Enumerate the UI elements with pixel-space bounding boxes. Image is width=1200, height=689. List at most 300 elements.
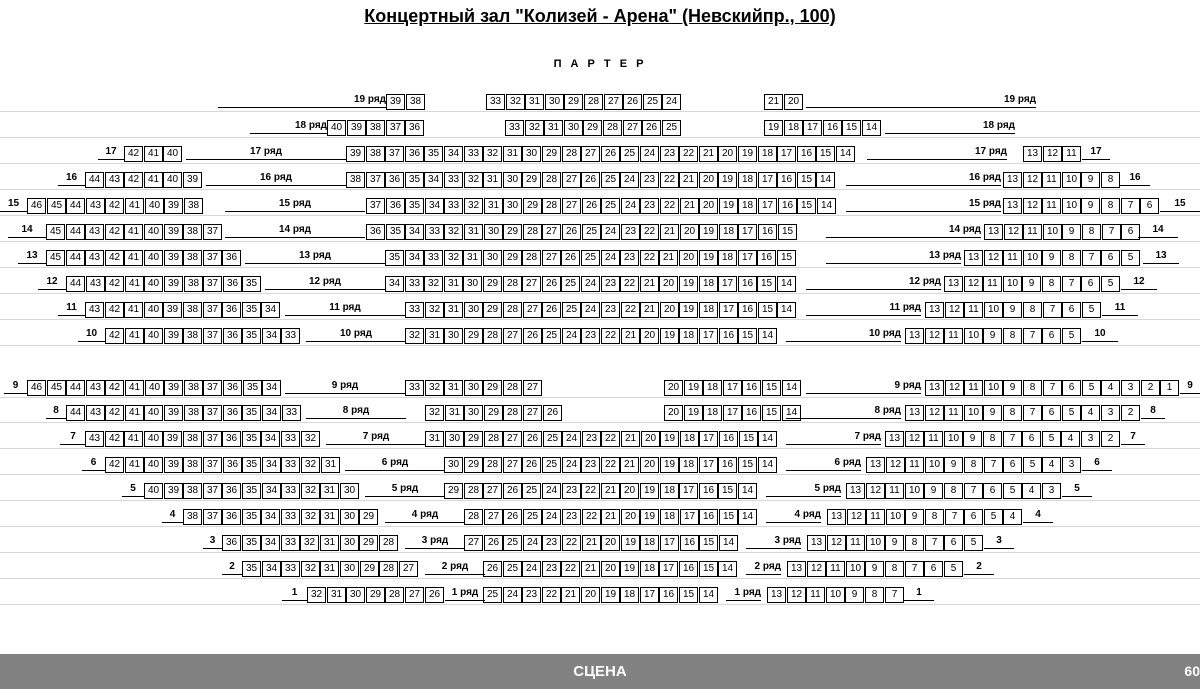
seat-row16-38[interactable]: 38: [346, 172, 365, 188]
seat-row17-34[interactable]: 34: [444, 146, 463, 162]
seat-row5-3[interactable]: 3: [1042, 483, 1061, 499]
seat-row1-29[interactable]: 29: [366, 587, 385, 603]
seat-row16-11[interactable]: 11: [1042, 172, 1061, 188]
seat-row8-8[interactable]: 8: [1003, 405, 1022, 421]
seat-row10-27[interactable]: 27: [503, 328, 522, 344]
seat-row14-23[interactable]: 23: [621, 224, 640, 240]
seat-row7-2[interactable]: 2: [1101, 431, 1120, 447]
seat-row8-10[interactable]: 10: [964, 405, 983, 421]
seat-row8-41[interactable]: 41: [125, 405, 144, 421]
seat-row14-20[interactable]: 20: [680, 224, 699, 240]
seat-row12-38[interactable]: 38: [184, 276, 203, 292]
seat-row8-6[interactable]: 6: [1042, 405, 1061, 421]
seat-row9-36[interactable]: 36: [223, 380, 242, 396]
seat-row19-21[interactable]: 21: [764, 94, 783, 110]
seat-row17-40[interactable]: 40: [163, 146, 182, 162]
seat-row7-18[interactable]: 18: [680, 431, 699, 447]
seat-row4-8[interactable]: 8: [925, 509, 944, 525]
seat-row5-11[interactable]: 11: [885, 483, 904, 499]
seat-row11-18[interactable]: 18: [699, 302, 718, 318]
seat-row15-12[interactable]: 12: [1023, 198, 1042, 214]
seat-row5-6[interactable]: 6: [983, 483, 1002, 499]
seat-row9-13[interactable]: 13: [925, 380, 944, 396]
seat-row5-23[interactable]: 23: [562, 483, 581, 499]
seat-row15-22[interactable]: 22: [660, 198, 679, 214]
seat-row6-37[interactable]: 37: [203, 457, 222, 473]
seat-row17-41[interactable]: 41: [144, 146, 163, 162]
seat-row9-17[interactable]: 17: [723, 380, 742, 396]
seat-row12-33[interactable]: 33: [405, 276, 424, 292]
seat-row13-43[interactable]: 43: [85, 250, 104, 266]
seat-row5-14[interactable]: 14: [738, 483, 757, 499]
seat-row14-36[interactable]: 36: [366, 224, 385, 240]
seat-row7-25[interactable]: 25: [543, 431, 562, 447]
seat-row16-27[interactable]: 27: [562, 172, 581, 188]
seat-row6-10[interactable]: 10: [925, 457, 944, 473]
seat-row10-8[interactable]: 8: [1003, 328, 1022, 344]
seat-row7-5[interactable]: 5: [1042, 431, 1061, 447]
seat-row14-28[interactable]: 28: [523, 224, 542, 240]
seat-row8-34[interactable]: 34: [262, 405, 281, 421]
seat-row17-37[interactable]: 37: [385, 146, 404, 162]
seat-row3-14[interactable]: 14: [719, 535, 738, 551]
seat-row15-39[interactable]: 39: [164, 198, 183, 214]
seat-row18-39[interactable]: 39: [347, 120, 366, 136]
seat-row12-21[interactable]: 21: [640, 276, 659, 292]
seat-row11-10[interactable]: 10: [984, 302, 1003, 318]
seat-row6-27[interactable]: 27: [503, 457, 522, 473]
seat-row7-17[interactable]: 17: [699, 431, 718, 447]
seat-row19-20[interactable]: 20: [784, 94, 803, 110]
seat-row14-12[interactable]: 12: [1004, 224, 1023, 240]
seat-row16-9[interactable]: 9: [1081, 172, 1100, 188]
seat-row9-1[interactable]: 1: [1160, 380, 1179, 396]
seat-row6-38[interactable]: 38: [183, 457, 202, 473]
seat-row16-14[interactable]: 14: [816, 172, 835, 188]
seat-row11-40[interactable]: 40: [144, 302, 163, 318]
seat-row15-29[interactable]: 29: [523, 198, 542, 214]
seat-row18-30[interactable]: 30: [564, 120, 583, 136]
seat-row2-18[interactable]: 18: [640, 561, 659, 577]
seat-row5-21[interactable]: 21: [601, 483, 620, 499]
seat-row9-42[interactable]: 42: [105, 380, 124, 396]
seat-row3-33[interactable]: 33: [281, 535, 300, 551]
seat-row10-32[interactable]: 32: [405, 328, 424, 344]
seat-row7-28[interactable]: 28: [484, 431, 503, 447]
seat-row6-42[interactable]: 42: [105, 457, 124, 473]
seat-row10-31[interactable]: 31: [425, 328, 444, 344]
seat-row12-27[interactable]: 27: [522, 276, 541, 292]
seat-row12-6[interactable]: 6: [1081, 276, 1100, 292]
seat-row13-15[interactable]: 15: [777, 250, 796, 266]
seat-row2-10[interactable]: 10: [846, 561, 865, 577]
seat-row10-11[interactable]: 11: [944, 328, 963, 344]
seat-row15-41[interactable]: 41: [125, 198, 144, 214]
seat-row15-17[interactable]: 17: [758, 198, 777, 214]
seat-row13-35[interactable]: 35: [385, 250, 404, 266]
seat-row10-17[interactable]: 17: [699, 328, 718, 344]
seat-row5-8[interactable]: 8: [944, 483, 963, 499]
seat-row10-39[interactable]: 39: [164, 328, 183, 344]
seat-row3-23[interactable]: 23: [542, 535, 561, 551]
seat-row11-8[interactable]: 8: [1023, 302, 1042, 318]
seat-row12-25[interactable]: 25: [561, 276, 580, 292]
seat-row11-26[interactable]: 26: [542, 302, 561, 318]
seat-row6-31[interactable]: 31: [321, 457, 340, 473]
seat-row4-19[interactable]: 19: [640, 509, 659, 525]
seat-row5-33[interactable]: 33: [281, 483, 300, 499]
seat-row3-21[interactable]: 21: [582, 535, 601, 551]
seat-row9-30[interactable]: 30: [464, 380, 483, 396]
seat-row3-29[interactable]: 29: [359, 535, 378, 551]
seat-row7-42[interactable]: 42: [105, 431, 124, 447]
seat-row15-25[interactable]: 25: [601, 198, 620, 214]
seat-row12-28[interactable]: 28: [503, 276, 522, 292]
seat-row9-5[interactable]: 5: [1082, 380, 1101, 396]
seat-row16-19[interactable]: 19: [718, 172, 737, 188]
seat-row15-13[interactable]: 13: [1003, 198, 1022, 214]
seat-row14-41[interactable]: 41: [124, 224, 143, 240]
seat-row7-10[interactable]: 10: [944, 431, 963, 447]
seat-row10-35[interactable]: 35: [242, 328, 261, 344]
seat-row13-26[interactable]: 26: [561, 250, 580, 266]
seat-row16-33[interactable]: 33: [444, 172, 463, 188]
seat-row8-3[interactable]: 3: [1101, 405, 1120, 421]
seat-row3-27[interactable]: 27: [464, 535, 483, 551]
seat-row17-42[interactable]: 42: [124, 146, 143, 162]
seat-row17-30[interactable]: 30: [522, 146, 541, 162]
seat-row4-32[interactable]: 32: [301, 509, 320, 525]
seat-row3-16[interactable]: 16: [680, 535, 699, 551]
seat-row5-17[interactable]: 17: [679, 483, 698, 499]
seat-row4-21[interactable]: 21: [601, 509, 620, 525]
seat-row16-31[interactable]: 31: [483, 172, 502, 188]
seat-row16-30[interactable]: 30: [503, 172, 522, 188]
seat-row13-18[interactable]: 18: [718, 250, 737, 266]
seat-row8-28[interactable]: 28: [503, 405, 522, 421]
seat-row3-24[interactable]: 24: [523, 535, 542, 551]
seat-row9-7[interactable]: 7: [1043, 380, 1062, 396]
seat-row18-18[interactable]: 18: [784, 120, 803, 136]
seat-row3-28[interactable]: 28: [379, 535, 398, 551]
seat-row13-22[interactable]: 22: [640, 250, 659, 266]
seat-row19-32[interactable]: 32: [506, 94, 525, 110]
seat-row11-27[interactable]: 27: [523, 302, 542, 318]
seat-row14-26[interactable]: 26: [562, 224, 581, 240]
seat-row11-42[interactable]: 42: [105, 302, 124, 318]
seat-row19-26[interactable]: 26: [623, 94, 642, 110]
seat-row6-7[interactable]: 7: [984, 457, 1003, 473]
seat-row10-25[interactable]: 25: [542, 328, 561, 344]
seat-row8-35[interactable]: 35: [242, 405, 261, 421]
seat-row4-26[interactable]: 26: [503, 509, 522, 525]
seat-row8-18[interactable]: 18: [703, 405, 722, 421]
seat-row2-25[interactable]: 25: [503, 561, 522, 577]
seat-row9-29[interactable]: 29: [483, 380, 502, 396]
seat-row12-40[interactable]: 40: [144, 276, 163, 292]
seat-row17-27[interactable]: 27: [581, 146, 600, 162]
seat-row13-27[interactable]: 27: [542, 250, 561, 266]
seat-row9-27[interactable]: 27: [523, 380, 542, 396]
seat-row14-34[interactable]: 34: [405, 224, 424, 240]
seat-row10-36[interactable]: 36: [223, 328, 242, 344]
seat-row5-12[interactable]: 12: [866, 483, 885, 499]
seat-row2-26[interactable]: 26: [483, 561, 502, 577]
seat-row11-6[interactable]: 6: [1062, 302, 1081, 318]
seat-row15-28[interactable]: 28: [542, 198, 561, 214]
seat-row17-36[interactable]: 36: [405, 146, 424, 162]
seat-row14-27[interactable]: 27: [542, 224, 561, 240]
seat-row8-20[interactable]: 20: [664, 405, 683, 421]
seat-row11-13[interactable]: 13: [925, 302, 944, 318]
seat-row4-37[interactable]: 37: [203, 509, 222, 525]
seat-row8-33[interactable]: 33: [282, 405, 301, 421]
seat-row15-9[interactable]: 9: [1081, 198, 1100, 214]
seat-row6-32[interactable]: 32: [301, 457, 320, 473]
seat-row11-21[interactable]: 21: [640, 302, 659, 318]
seat-row11-11[interactable]: 11: [964, 302, 983, 318]
seat-row12-7[interactable]: 7: [1062, 276, 1081, 292]
seat-row8-30[interactable]: 30: [464, 405, 483, 421]
seat-row16-10[interactable]: 10: [1062, 172, 1081, 188]
seat-row13-11[interactable]: 11: [1003, 250, 1022, 266]
seat-row2-34[interactable]: 34: [262, 561, 281, 577]
seat-row4-6[interactable]: 6: [964, 509, 983, 525]
seat-row1-21[interactable]: 21: [561, 587, 580, 603]
seat-row4-14[interactable]: 14: [738, 509, 757, 525]
seat-row10-13[interactable]: 13: [905, 328, 924, 344]
seat-row4-34[interactable]: 34: [261, 509, 280, 525]
seat-row13-39[interactable]: 39: [164, 250, 183, 266]
seat-row7-29[interactable]: 29: [464, 431, 483, 447]
seat-row3-20[interactable]: 20: [601, 535, 620, 551]
seat-row5-10[interactable]: 10: [905, 483, 924, 499]
seat-row9-45[interactable]: 45: [47, 380, 66, 396]
seat-row14-15[interactable]: 15: [778, 224, 797, 240]
seat-row6-4[interactable]: 4: [1042, 457, 1061, 473]
seat-row14-11[interactable]: 11: [1023, 224, 1042, 240]
seat-row18-33[interactable]: 33: [505, 120, 524, 136]
seat-row5-24[interactable]: 24: [542, 483, 561, 499]
seat-row13-9[interactable]: 9: [1042, 250, 1061, 266]
seat-row11-39[interactable]: 39: [163, 302, 182, 318]
seat-row13-41[interactable]: 41: [124, 250, 143, 266]
seat-row14-25[interactable]: 25: [582, 224, 601, 240]
seat-row4-36[interactable]: 36: [222, 509, 241, 525]
seat-row12-41[interactable]: 41: [125, 276, 144, 292]
seat-row9-20[interactable]: 20: [664, 380, 683, 396]
seat-row17-15[interactable]: 15: [816, 146, 835, 162]
seat-row1-9[interactable]: 9: [845, 587, 864, 603]
seat-row12-10[interactable]: 10: [1003, 276, 1022, 292]
seat-row17-31[interactable]: 31: [503, 146, 522, 162]
seat-row16-35[interactable]: 35: [405, 172, 424, 188]
seat-row13-34[interactable]: 34: [405, 250, 424, 266]
seat-row16-13[interactable]: 13: [1003, 172, 1022, 188]
seat-row14-21[interactable]: 21: [660, 224, 679, 240]
seat-row4-35[interactable]: 35: [242, 509, 261, 525]
seat-row16-28[interactable]: 28: [542, 172, 561, 188]
seat-row9-15[interactable]: 15: [762, 380, 781, 396]
seat-row16-32[interactable]: 32: [464, 172, 483, 188]
seat-row12-29[interactable]: 29: [483, 276, 502, 292]
seat-row11-17[interactable]: 17: [719, 302, 738, 318]
seat-row17-26[interactable]: 26: [601, 146, 620, 162]
seat-row7-38[interactable]: 38: [183, 431, 202, 447]
seat-row13-30[interactable]: 30: [483, 250, 502, 266]
seat-row18-36[interactable]: 36: [405, 120, 424, 136]
seat-row3-17[interactable]: 17: [660, 535, 679, 551]
seat-row8-15[interactable]: 15: [762, 405, 781, 421]
seat-row7-43[interactable]: 43: [85, 431, 104, 447]
seat-row15-15[interactable]: 15: [797, 198, 816, 214]
seat-row12-31[interactable]: 31: [444, 276, 463, 292]
seat-row7-13[interactable]: 13: [885, 431, 904, 447]
seat-row18-37[interactable]: 37: [386, 120, 405, 136]
seat-row9-12[interactable]: 12: [945, 380, 964, 396]
seat-row11-16[interactable]: 16: [738, 302, 757, 318]
seat-row15-21[interactable]: 21: [680, 198, 699, 214]
seat-row13-24[interactable]: 24: [601, 250, 620, 266]
seat-row11-15[interactable]: 15: [758, 302, 777, 318]
seat-row13-23[interactable]: 23: [620, 250, 639, 266]
seat-row7-26[interactable]: 26: [523, 431, 542, 447]
seat-row8-12[interactable]: 12: [925, 405, 944, 421]
seat-row11-31[interactable]: 31: [444, 302, 463, 318]
seat-row6-9[interactable]: 9: [944, 457, 963, 473]
seat-row2-28[interactable]: 28: [379, 561, 398, 577]
seat-row12-42[interactable]: 42: [105, 276, 124, 292]
seat-row15-14[interactable]: 14: [817, 198, 836, 214]
seat-row19-25[interactable]: 25: [643, 94, 662, 110]
seat-row10-20[interactable]: 20: [640, 328, 659, 344]
seat-row19-29[interactable]: 29: [564, 94, 583, 110]
seat-row10-28[interactable]: 28: [483, 328, 502, 344]
seat-row4-22[interactable]: 22: [582, 509, 601, 525]
seat-row7-11[interactable]: 11: [924, 431, 943, 447]
seat-row13-36[interactable]: 36: [222, 250, 241, 266]
seat-row12-8[interactable]: 8: [1042, 276, 1061, 292]
seat-row12-34[interactable]: 34: [385, 276, 404, 292]
seat-row7-8[interactable]: 8: [983, 431, 1002, 447]
seat-row13-42[interactable]: 42: [105, 250, 124, 266]
seat-row11-14[interactable]: 14: [777, 302, 796, 318]
seat-row13-29[interactable]: 29: [503, 250, 522, 266]
seat-row15-27[interactable]: 27: [562, 198, 581, 214]
seat-row1-14[interactable]: 14: [699, 587, 718, 603]
seat-row5-34[interactable]: 34: [262, 483, 281, 499]
seat-row18-25[interactable]: 25: [662, 120, 681, 136]
seat-row13-33[interactable]: 33: [424, 250, 443, 266]
seat-row16-23[interactable]: 23: [640, 172, 659, 188]
seat-row2-19[interactable]: 19: [620, 561, 639, 577]
seat-row9-33[interactable]: 33: [405, 380, 424, 396]
seat-row14-40[interactable]: 40: [144, 224, 163, 240]
seat-row3-30[interactable]: 30: [340, 535, 359, 551]
seat-row14-8[interactable]: 8: [1082, 224, 1101, 240]
seat-row3-18[interactable]: 18: [640, 535, 659, 551]
seat-row16-39[interactable]: 39: [183, 172, 202, 188]
seat-row12-22[interactable]: 22: [620, 276, 639, 292]
seat-row4-5[interactable]: 5: [984, 509, 1003, 525]
seat-row4-30[interactable]: 30: [340, 509, 359, 525]
seat-row4-20[interactable]: 20: [621, 509, 640, 525]
seat-row8-14[interactable]: 14: [782, 405, 801, 421]
seat-row16-37[interactable]: 37: [366, 172, 385, 188]
seat-row6-19[interactable]: 19: [660, 457, 679, 473]
seat-row17-17[interactable]: 17: [777, 146, 796, 162]
seat-row7-9[interactable]: 9: [963, 431, 982, 447]
seat-row15-33[interactable]: 33: [444, 198, 463, 214]
seat-row8-4[interactable]: 4: [1081, 405, 1100, 421]
seat-row11-12[interactable]: 12: [945, 302, 964, 318]
seat-row4-33[interactable]: 33: [281, 509, 300, 525]
seat-row18-19[interactable]: 19: [764, 120, 783, 136]
seat-row9-44[interactable]: 44: [66, 380, 85, 396]
seat-row12-37[interactable]: 37: [203, 276, 222, 292]
seat-row15-18[interactable]: 18: [738, 198, 757, 214]
seat-row9-6[interactable]: 6: [1062, 380, 1081, 396]
seat-row1-10[interactable]: 10: [826, 587, 845, 603]
seat-row3-12[interactable]: 12: [827, 535, 846, 551]
seat-row5-35[interactable]: 35: [242, 483, 261, 499]
seat-row12-16[interactable]: 16: [738, 276, 757, 292]
seat-row9-37[interactable]: 37: [203, 380, 222, 396]
seat-row9-43[interactable]: 43: [86, 380, 105, 396]
seat-row5-13[interactable]: 13: [846, 483, 865, 499]
seat-row2-20[interactable]: 20: [601, 561, 620, 577]
seat-row8-11[interactable]: 11: [944, 405, 963, 421]
seat-row17-21[interactable]: 21: [699, 146, 718, 162]
seat-row13-13[interactable]: 13: [964, 250, 983, 266]
seat-row6-24[interactable]: 24: [562, 457, 581, 473]
seat-row3-13[interactable]: 13: [807, 535, 826, 551]
seat-row5-9[interactable]: 9: [924, 483, 943, 499]
seat-row13-20[interactable]: 20: [679, 250, 698, 266]
seat-row10-9[interactable]: 9: [983, 328, 1002, 344]
seat-row4-18[interactable]: 18: [660, 509, 679, 525]
seat-row9-41[interactable]: 41: [125, 380, 144, 396]
seat-row6-26[interactable]: 26: [522, 457, 541, 473]
seat-row13-32[interactable]: 32: [444, 250, 463, 266]
seat-row8-16[interactable]: 16: [742, 405, 761, 421]
seat-row18-38[interactable]: 38: [366, 120, 385, 136]
seat-row3-15[interactable]: 15: [699, 535, 718, 551]
seat-row5-28[interactable]: 28: [464, 483, 483, 499]
seat-row6-5[interactable]: 5: [1023, 457, 1042, 473]
seat-row11-25[interactable]: 25: [562, 302, 581, 318]
seat-row7-24[interactable]: 24: [562, 431, 581, 447]
seat-row14-39[interactable]: 39: [164, 224, 183, 240]
seat-row9-46[interactable]: 46: [27, 380, 46, 396]
seat-row16-41[interactable]: 41: [144, 172, 163, 188]
seat-row10-38[interactable]: 38: [183, 328, 202, 344]
seat-row8-29[interactable]: 29: [484, 405, 503, 421]
seat-row14-6[interactable]: 6: [1121, 224, 1140, 240]
seat-row12-44[interactable]: 44: [66, 276, 85, 292]
seat-row7-21[interactable]: 21: [621, 431, 640, 447]
seat-row13-28[interactable]: 28: [522, 250, 541, 266]
seat-row11-41[interactable]: 41: [124, 302, 143, 318]
seat-row7-3[interactable]: 3: [1081, 431, 1100, 447]
seat-row15-35[interactable]: 35: [405, 198, 424, 214]
seat-row17-33[interactable]: 33: [464, 146, 483, 162]
seat-row3-19[interactable]: 19: [621, 535, 640, 551]
seat-row7-30[interactable]: 30: [445, 431, 464, 447]
seat-row3-36[interactable]: 36: [222, 535, 241, 551]
seat-row16-12[interactable]: 12: [1023, 172, 1042, 188]
seat-row9-39[interactable]: 39: [164, 380, 183, 396]
